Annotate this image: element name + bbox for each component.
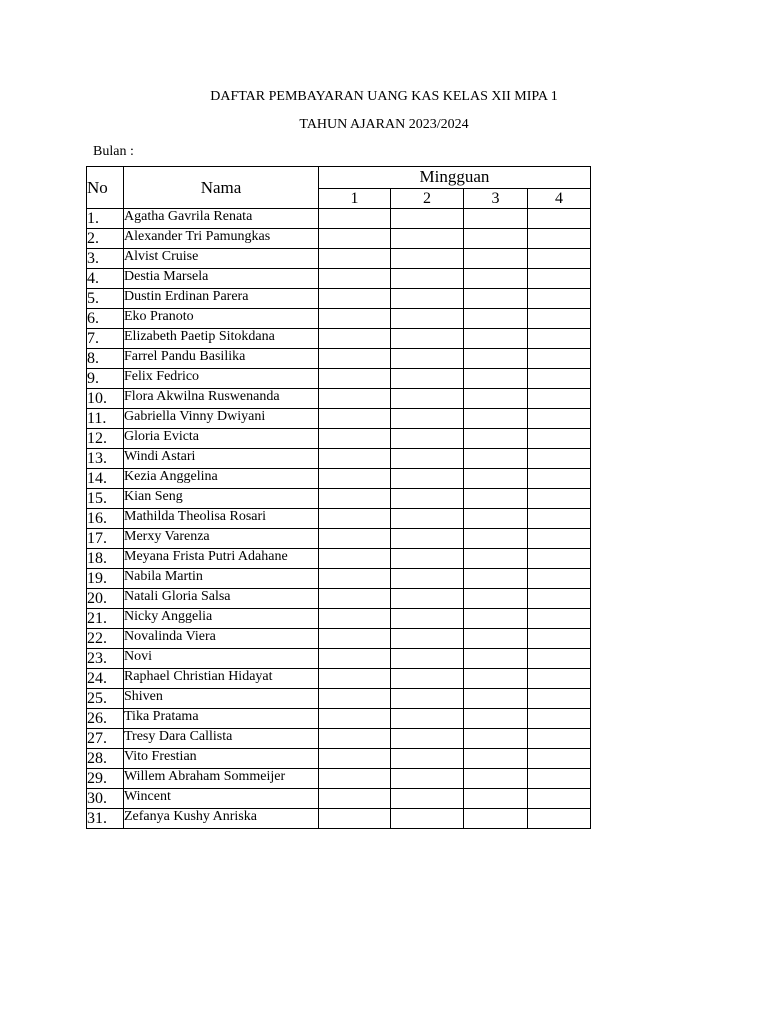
row-number: 25. bbox=[87, 689, 124, 709]
payment-cell-week-2 bbox=[391, 689, 464, 709]
table-row bbox=[87, 389, 591, 409]
row-number: 19. bbox=[87, 569, 124, 589]
payment-cell-week-4 bbox=[528, 649, 591, 669]
payment-cell-week-4 bbox=[528, 569, 591, 589]
payment-cell-week-4 bbox=[528, 549, 591, 569]
row-number: 10. bbox=[87, 389, 124, 409]
table-row bbox=[87, 689, 591, 709]
table-row bbox=[87, 329, 591, 349]
payment-cell-week-4 bbox=[528, 709, 591, 729]
payment-cell-week-2 bbox=[391, 389, 464, 409]
table-row bbox=[87, 429, 591, 449]
payment-cell-week-2 bbox=[391, 489, 464, 509]
payment-cell-week-2 bbox=[391, 529, 464, 549]
row-number: 13. bbox=[87, 449, 124, 469]
row-number: 20. bbox=[87, 589, 124, 609]
payment-cell-week-3 bbox=[464, 249, 528, 269]
row-number: 1. bbox=[87, 209, 124, 229]
table-body bbox=[87, 209, 591, 829]
payment-cell-week-2 bbox=[391, 449, 464, 469]
row-number: 6. bbox=[87, 309, 124, 329]
payment-cell-week-3 bbox=[464, 269, 528, 289]
row-number: 4. bbox=[87, 269, 124, 289]
student-name: Wincent bbox=[124, 789, 319, 809]
payment-cell-week-2 bbox=[391, 709, 464, 729]
payment-cell-week-3 bbox=[464, 449, 528, 469]
table-row bbox=[87, 629, 591, 649]
payment-cell-week-4 bbox=[528, 729, 591, 749]
payment-cell-week-3 bbox=[464, 489, 528, 509]
row-number: 3. bbox=[87, 249, 124, 269]
payment-cell-week-4 bbox=[528, 309, 591, 329]
payment-cell-week-2 bbox=[391, 229, 464, 249]
row-number: 9. bbox=[87, 369, 124, 389]
row-number: 8. bbox=[87, 349, 124, 369]
payment-cell-week-1 bbox=[319, 549, 391, 569]
payment-cell-week-4 bbox=[528, 749, 591, 769]
payment-cell-week-3 bbox=[464, 589, 528, 609]
payment-cell-week-3 bbox=[464, 509, 528, 529]
payment-cell-week-1 bbox=[319, 729, 391, 749]
student-name: Kezia Anggelina bbox=[124, 469, 319, 489]
payment-cell-week-2 bbox=[391, 469, 464, 489]
row-number: 30. bbox=[87, 789, 124, 809]
student-name: Windi Astari bbox=[124, 449, 319, 469]
table-row bbox=[87, 789, 591, 809]
payment-cell-week-4 bbox=[528, 609, 591, 629]
table-row bbox=[87, 609, 591, 629]
payment-cell-week-2 bbox=[391, 289, 464, 309]
payment-cell-week-4 bbox=[528, 369, 591, 389]
payment-cell-week-3 bbox=[464, 669, 528, 689]
payment-cell-week-4 bbox=[528, 669, 591, 689]
academic-year-subtitle: TAHUN AJARAN 2023/2024 bbox=[299, 117, 469, 132]
payment-cell-week-3 bbox=[464, 709, 528, 729]
payment-cell-week-4 bbox=[528, 269, 591, 289]
payment-cell-week-3 bbox=[464, 729, 528, 749]
payment-cell-week-4 bbox=[528, 349, 591, 369]
table-row bbox=[87, 409, 591, 429]
payment-cell-week-2 bbox=[391, 649, 464, 669]
row-number: 5. bbox=[87, 289, 124, 309]
payment-cell-week-2 bbox=[391, 809, 464, 829]
table-row bbox=[87, 269, 591, 289]
student-name: Elizabeth Paetip Sitokdana bbox=[124, 329, 319, 349]
payment-cell-week-3 bbox=[464, 289, 528, 309]
payment-cell-week-4 bbox=[528, 209, 591, 229]
payment-cell-week-4 bbox=[528, 329, 591, 349]
payment-cell-week-3 bbox=[464, 809, 528, 829]
row-number: 27. bbox=[87, 729, 124, 749]
table-row bbox=[87, 289, 591, 309]
payment-cell-week-2 bbox=[391, 409, 464, 429]
row-number: 2. bbox=[87, 229, 124, 249]
student-name: Mathilda Theolisa Rosari bbox=[124, 509, 319, 529]
payment-cell-week-1 bbox=[319, 209, 391, 229]
payment-cell-week-2 bbox=[391, 769, 464, 789]
payment-cell-week-1 bbox=[319, 349, 391, 369]
payment-cell-week-1 bbox=[319, 329, 391, 349]
payment-cell-week-3 bbox=[464, 229, 528, 249]
student-name: Tika Pratama bbox=[124, 709, 319, 729]
row-number: 14. bbox=[87, 469, 124, 489]
payment-cell-week-3 bbox=[464, 649, 528, 669]
table-row bbox=[87, 449, 591, 469]
student-name: Natali Gloria Salsa bbox=[124, 589, 319, 609]
student-name: Zefanya Kushy Anriska bbox=[124, 809, 319, 829]
header-week-1: 1 bbox=[319, 188, 391, 209]
payment-cell-week-4 bbox=[528, 789, 591, 809]
payment-cell-week-3 bbox=[464, 329, 528, 349]
payment-cell-week-2 bbox=[391, 329, 464, 349]
payment-cell-week-4 bbox=[528, 449, 591, 469]
payment-cell-week-2 bbox=[391, 369, 464, 389]
payment-cell-week-2 bbox=[391, 669, 464, 689]
document-title: DAFTAR PEMBAYARAN UANG KAS KELAS XII MIPA 1 bbox=[210, 89, 558, 104]
month-label: Bulan : bbox=[93, 144, 134, 159]
payment-cell-week-3 bbox=[464, 549, 528, 569]
row-number: 21. bbox=[87, 609, 124, 629]
table-row bbox=[87, 309, 591, 329]
student-name: Alvist Cruise bbox=[124, 249, 319, 269]
payment-cell-week-2 bbox=[391, 509, 464, 529]
payment-cell-week-3 bbox=[464, 529, 528, 549]
payment-cell-week-1 bbox=[319, 409, 391, 429]
table-row bbox=[87, 489, 591, 509]
table-row bbox=[87, 249, 591, 269]
payment-cell-week-2 bbox=[391, 269, 464, 289]
payment-cell-week-1 bbox=[319, 769, 391, 789]
table-row bbox=[87, 369, 591, 389]
row-number: 11. bbox=[87, 409, 124, 429]
payment-cell-week-3 bbox=[464, 409, 528, 429]
student-name: Raphael Christian Hidayat bbox=[124, 669, 319, 689]
table-row bbox=[87, 349, 591, 369]
payment-cell-week-1 bbox=[319, 449, 391, 469]
student-name: Merxy Varenza bbox=[124, 529, 319, 549]
payment-cell-week-1 bbox=[319, 809, 391, 829]
student-name: Eko Pranoto bbox=[124, 309, 319, 329]
payment-cell-week-2 bbox=[391, 209, 464, 229]
table-row bbox=[87, 729, 591, 749]
payment-cell-week-2 bbox=[391, 749, 464, 769]
payment-cell-week-3 bbox=[464, 369, 528, 389]
payment-cell-week-1 bbox=[319, 649, 391, 669]
row-number: 23. bbox=[87, 649, 124, 669]
payment-cell-week-4 bbox=[528, 509, 591, 529]
table-row bbox=[87, 509, 591, 529]
student-name: Farrel Pandu Basilika bbox=[124, 349, 319, 369]
payment-cell-week-1 bbox=[319, 669, 391, 689]
payment-cell-week-3 bbox=[464, 609, 528, 629]
table-row bbox=[87, 229, 591, 249]
payment-cell-week-4 bbox=[528, 389, 591, 409]
payment-cell-week-4 bbox=[528, 489, 591, 509]
payment-cell-week-4 bbox=[528, 289, 591, 309]
payment-cell-week-1 bbox=[319, 709, 391, 729]
payment-cell-week-2 bbox=[391, 569, 464, 589]
payment-cell-week-4 bbox=[528, 529, 591, 549]
payment-cell-week-1 bbox=[319, 749, 391, 769]
payment-cell-week-1 bbox=[319, 389, 391, 409]
row-number: 17. bbox=[87, 529, 124, 549]
student-name: Novalinda Viera bbox=[124, 629, 319, 649]
student-name: Agatha Gavrila Renata bbox=[124, 209, 319, 229]
payment-cell-week-1 bbox=[319, 249, 391, 269]
table-row bbox=[87, 589, 591, 609]
payment-cell-week-3 bbox=[464, 749, 528, 769]
payment-cell-week-2 bbox=[391, 589, 464, 609]
payment-cell-week-3 bbox=[464, 629, 528, 649]
row-number: 7. bbox=[87, 329, 124, 349]
student-name: Gabriella Vinny Dwiyani bbox=[124, 409, 319, 429]
table-row bbox=[87, 549, 591, 569]
header-weekly-group: Mingguan bbox=[319, 167, 591, 189]
header-week-4: 4 bbox=[528, 188, 591, 209]
payment-cell-week-4 bbox=[528, 409, 591, 429]
payment-cell-week-1 bbox=[319, 609, 391, 629]
payment-cell-week-1 bbox=[319, 289, 391, 309]
table-row bbox=[87, 669, 591, 689]
header-week-2: 2 bbox=[391, 188, 464, 209]
row-number: 31. bbox=[87, 809, 124, 829]
table-row bbox=[87, 569, 591, 589]
payment-cell-week-2 bbox=[391, 249, 464, 269]
student-name: Alexander Tri Pamungkas bbox=[124, 229, 319, 249]
payment-cell-week-3 bbox=[464, 789, 528, 809]
payment-cell-week-2 bbox=[391, 629, 464, 649]
student-name: Vito Frestian bbox=[124, 749, 319, 769]
table-row bbox=[87, 749, 591, 769]
payment-cell-week-3 bbox=[464, 469, 528, 489]
payment-cell-week-3 bbox=[464, 429, 528, 449]
payment-cell-week-4 bbox=[528, 769, 591, 789]
payment-cell-week-3 bbox=[464, 349, 528, 369]
payment-cell-week-1 bbox=[319, 589, 391, 609]
payment-cell-week-1 bbox=[319, 789, 391, 809]
payment-cell-week-3 bbox=[464, 209, 528, 229]
table-row bbox=[87, 769, 591, 789]
payment-cell-week-4 bbox=[528, 249, 591, 269]
student-name: Tresy Dara Callista bbox=[124, 729, 319, 749]
payment-cell-week-1 bbox=[319, 489, 391, 509]
payment-cell-week-2 bbox=[391, 789, 464, 809]
payment-cell-week-1 bbox=[319, 469, 391, 489]
payment-cell-week-1 bbox=[319, 689, 391, 709]
row-number: 29. bbox=[87, 769, 124, 789]
payment-cell-week-4 bbox=[528, 589, 591, 609]
payment-cell-week-4 bbox=[528, 229, 591, 249]
payment-cell-week-4 bbox=[528, 629, 591, 649]
row-number: 12. bbox=[87, 429, 124, 449]
table-row bbox=[87, 649, 591, 669]
table-row bbox=[87, 469, 591, 489]
payment-cell-week-4 bbox=[528, 429, 591, 449]
payment-cell-week-2 bbox=[391, 609, 464, 629]
student-name: Willem Abraham Sommeijer bbox=[124, 769, 319, 789]
payment-cell-week-2 bbox=[391, 729, 464, 749]
student-name: Gloria Evicta bbox=[124, 429, 319, 449]
payment-cell-week-1 bbox=[319, 569, 391, 589]
table-row bbox=[87, 209, 591, 229]
student-name: Nabila Martin bbox=[124, 569, 319, 589]
payment-cell-week-4 bbox=[528, 809, 591, 829]
student-name: Kian Seng bbox=[124, 489, 319, 509]
payment-cell-week-1 bbox=[319, 309, 391, 329]
student-name: Destia Marsela bbox=[124, 269, 319, 289]
payment-cell-week-2 bbox=[391, 309, 464, 329]
student-name: Nicky Anggelia bbox=[124, 609, 319, 629]
student-name: Dustin Erdinan Parera bbox=[124, 289, 319, 309]
row-number: 16. bbox=[87, 509, 124, 529]
header-no: No bbox=[87, 167, 124, 209]
payment-cell-week-3 bbox=[464, 389, 528, 409]
payment-cell-week-3 bbox=[464, 309, 528, 329]
table-row bbox=[87, 809, 591, 829]
payment-cell-week-2 bbox=[391, 549, 464, 569]
payment-cell-week-2 bbox=[391, 349, 464, 369]
payment-cell-week-4 bbox=[528, 689, 591, 709]
payment-cell-week-1 bbox=[319, 229, 391, 249]
table-row bbox=[87, 709, 591, 729]
student-name: Flora Akwilna Ruswenanda bbox=[124, 389, 319, 409]
student-name: Meyana Frista Putri Adahane bbox=[124, 549, 319, 569]
row-number: 24. bbox=[87, 669, 124, 689]
table-header bbox=[87, 167, 591, 209]
table-row bbox=[87, 529, 591, 549]
payment-cell-week-1 bbox=[319, 509, 391, 529]
payment-cell-week-2 bbox=[391, 429, 464, 449]
header-week-3: 3 bbox=[464, 188, 528, 209]
row-number: 26. bbox=[87, 709, 124, 729]
student-name: Novi bbox=[124, 649, 319, 669]
header-name: Nama bbox=[124, 167, 319, 209]
payment-cell-week-1 bbox=[319, 369, 391, 389]
payment-cell-week-1 bbox=[319, 629, 391, 649]
payment-cell-week-1 bbox=[319, 269, 391, 289]
payment-cell-week-3 bbox=[464, 689, 528, 709]
payment-cell-week-4 bbox=[528, 469, 591, 489]
payment-cell-week-1 bbox=[319, 529, 391, 549]
payment-cell-week-3 bbox=[464, 569, 528, 589]
row-number: 15. bbox=[87, 489, 124, 509]
payment-table bbox=[86, 166, 591, 829]
row-number: 22. bbox=[87, 629, 124, 649]
row-number: 28. bbox=[87, 749, 124, 769]
payment-cell-week-3 bbox=[464, 769, 528, 789]
student-name: Felix Fedrico bbox=[124, 369, 319, 389]
student-name: Shiven bbox=[124, 689, 319, 709]
row-number: 18. bbox=[87, 549, 124, 569]
payment-cell-week-1 bbox=[319, 429, 391, 449]
